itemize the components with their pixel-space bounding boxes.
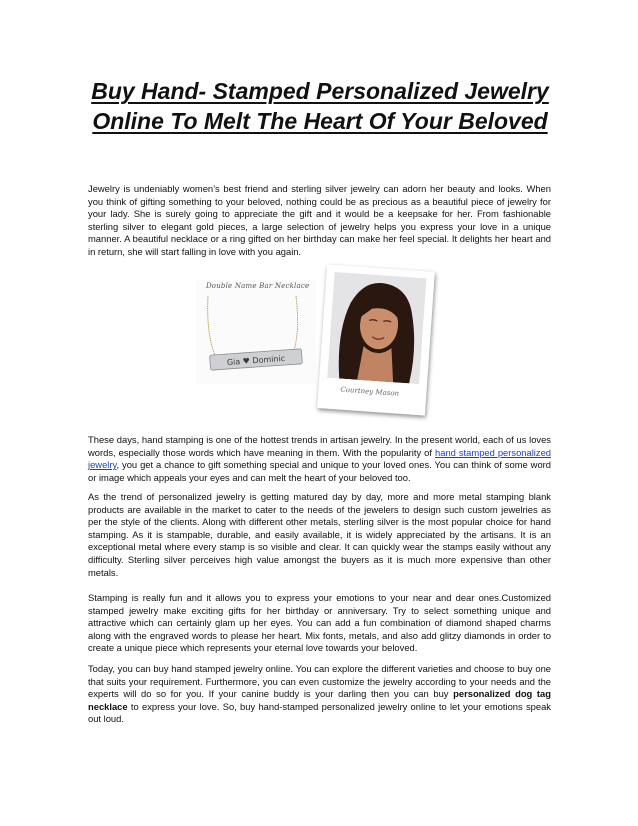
paragraph-text: to express your love. So, buy hand-stamped personalized jewelry online to let your emotions speak out loud.	[88, 700, 551, 725]
jewelry-photo-collage	[196, 268, 440, 420]
hand-stamped-jewelry-link[interactable]: hand stamped personalized jewelry	[88, 446, 551, 471]
paragraph-text: Today, you can buy hand stamped jewelry online. You can explore the different varieties and choose to buy one that suits your requirement. Furthermore, you can even customize the jewelry according to your needs and the experts will do so for you. If your canine buddy is your darling then you can buy	[88, 663, 551, 700]
paragraph-text: These days, hand stamping is one of the hottest trends in artisan jewelry. In the present world, each of us loves words, especially those words which have meaning in them. With the popularity of	[88, 434, 551, 458]
dog-tag-necklace-keyword: personalized dog tag necklace	[88, 688, 551, 712]
polaroid-caption: Courtney Mason	[340, 385, 400, 398]
paragraph-intro: Jewelry is undeniably women’s best friend and sterling silver jewelry can adorn her beauty and looks. When you think of gifting something to your beloved, nothing could be as precious as a beautiful piece of jewelry for your lady. She is surely going to appreciate the gift and it would be a keepsake for her. From fashionable sterling silver to elegant gold pieces, a large selection of jewelry helps you express your love in a unique manner. A beautiful necklace or a ring gifted on her birthday can make her feel special. It delights her heart and in return, she will start falling in love with you again.	[88, 183, 551, 257]
polaroid-frame	[317, 264, 435, 415]
paragraph-trends	[88, 434, 551, 484]
necklace-bar-text: Gia ♥ Dominic	[226, 353, 286, 368]
portrait-photo	[327, 272, 426, 384]
bar-necklace-illustration	[196, 280, 316, 384]
woman-portrait-illustration	[327, 272, 426, 384]
necklace-caption: Double Name Bar Necklace	[206, 282, 310, 290]
necklace-image	[196, 280, 316, 384]
paragraph-sterling-silver: As the trend of personalized jewelry is getting matured day by day, more and more metal stamping blank products are available in the market to cater to the needs of the jewelers to design such custom jewelries as per the style of the clients. Along with different other metals, sterling silver is the most popular choice for hand stamping. As it is stampable, durable, and easily available, it is widely appreciated by the artisans. It is an exceptional metal where every stamp is so visible and clear. It can quickly wear the stamps easily without any difficulty. Sterling silver perceives high value amongst the buyers as it is much more expensive than other metals.	[88, 491, 551, 578]
paragraph-stamping-fun: Stamping is really fun and it allows you to express your emotions to your near and dear ones.Customized stamped jewelry make exciting gifts for her birthday or anniversary. Try to select something unique and attractive which can certainly glam up her eyes. You can add a fun combination of diamond shaped charms along with the engraved words to please her heart. Mix fonts, metals, and also add glitzy diamonds in order to create a unique piece which represents your eternal love towards your beloved.	[88, 592, 551, 654]
paragraph-text: , you get a chance to gift something special and unique to your loved ones. You can think of some word or image which appeals your eyes and can melt the heart of your beloved too.	[88, 459, 551, 483]
paragraph-buy-online	[88, 663, 551, 726]
document-title: Buy Hand- Stamped Personalized Jewelry Online To Melt The Heart Of Your Beloved	[91, 78, 549, 134]
